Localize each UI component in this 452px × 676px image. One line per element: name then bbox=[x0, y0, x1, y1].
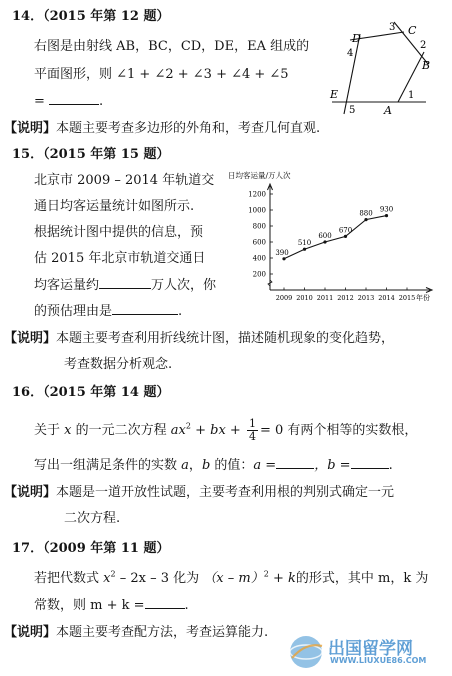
point-C: C bbox=[408, 24, 417, 37]
q17-answer-blank[interactable] bbox=[145, 596, 185, 609]
q15-line6-prefix: 的预估理由是 bbox=[34, 304, 113, 319]
q14-period: . bbox=[99, 94, 104, 109]
q17-expr1-rest: – 2x – 3 bbox=[115, 571, 169, 586]
chart-data-label: 930 bbox=[379, 205, 394, 214]
q15-note-text-1: 本题主要考查利用折线统计图，描述随机现象的变化趋势， bbox=[56, 331, 395, 346]
angle-3-label: 3 bbox=[389, 22, 396, 33]
globe-logo-icon bbox=[286, 632, 326, 672]
chart-x-tick-label: 2015 bbox=[398, 294, 416, 302]
q14-line1: 右图是由射线 AB，BC，CD，DE，EA 组成的 bbox=[34, 39, 310, 54]
q15-line3: 根据统计图中提供的信息，预 bbox=[34, 225, 204, 240]
chart-x-tick-label: 2010 bbox=[296, 294, 313, 302]
chart-y-tick-label: 600 bbox=[252, 238, 266, 247]
chart-data-label: 510 bbox=[297, 239, 312, 248]
q17-line1 bbox=[34, 570, 428, 588]
angle-4-label: 4 bbox=[347, 48, 354, 59]
site-watermark bbox=[286, 632, 446, 672]
q17-expr1-square: 2 bbox=[110, 569, 116, 579]
q15-line4: 估 2015 年北京市轨道交通日 bbox=[34, 251, 206, 266]
q17-expr2-square: 2 bbox=[263, 569, 269, 579]
angle-2-label: 2 bbox=[420, 40, 427, 51]
q17-heading: 17．（2009 年第 11 题） bbox=[12, 541, 170, 556]
point-A: A bbox=[384, 104, 392, 117]
q16-var-x: x bbox=[64, 423, 72, 438]
q16-a-equals: a = bbox=[253, 458, 277, 473]
q16-note bbox=[4, 484, 394, 502]
q17-line2 bbox=[34, 596, 189, 615]
chart-y-tick-label: 1200 bbox=[248, 190, 266, 199]
q14-note-text: 本题主要考查多边形的外角和，考查几何直观. bbox=[56, 121, 321, 136]
q17-note-text: 本题主要考查配方法，考查运算能力. bbox=[56, 625, 269, 640]
q14-line3 bbox=[34, 92, 103, 111]
q14-heading: 14．（2015 年第 12 题） bbox=[12, 9, 170, 24]
chart-y-tick-label: 400 bbox=[252, 254, 266, 263]
q15-line5 bbox=[34, 276, 216, 295]
chart-data-point bbox=[323, 240, 326, 243]
chart-ylabel: 日均客运量/万人次 bbox=[228, 171, 291, 180]
chart-y-tick-label: 1000 bbox=[248, 206, 266, 215]
q16-b-equals: ，b = bbox=[314, 458, 351, 473]
q16-line2-mid: 的值： bbox=[214, 458, 254, 473]
q14-answer-blank[interactable] bbox=[49, 92, 99, 105]
chart-x-tick-label: 2014 bbox=[378, 294, 395, 302]
q15-note-text-2: 考查数据分析观念. bbox=[64, 357, 173, 372]
chart-x-tick-label: 2013 bbox=[357, 294, 375, 302]
q17-note-tag: 【说明】 bbox=[4, 625, 57, 640]
chart-data-label: 880 bbox=[359, 209, 373, 218]
q15-line5-suffix: 万人次，你 bbox=[151, 278, 217, 293]
q15-line1: 北京市 2009 – 2014 年轨道交 bbox=[34, 173, 215, 188]
q17-line1-prefix: 若把代数式 bbox=[34, 571, 100, 586]
q16-heading: 16．（2015 年第 14 题） bbox=[12, 385, 170, 400]
chart-data-point bbox=[385, 214, 388, 217]
chart-data-point bbox=[303, 248, 306, 251]
point-E: E bbox=[330, 88, 339, 101]
q17-expr2: （x – m） bbox=[203, 571, 264, 586]
q14-pentagon-figure bbox=[328, 18, 440, 118]
q17-line1-suffix: 的形式，其中 m，k 为 bbox=[295, 571, 429, 586]
q16-line1-mid: 的一元二次方程 bbox=[75, 423, 167, 438]
watermark-url: WWW.LIUXUE86.COM bbox=[330, 656, 427, 665]
q15-line6 bbox=[34, 302, 182, 321]
q14-note-tag: 【说明】 bbox=[4, 121, 57, 136]
q17-line2-suffix: . bbox=[184, 598, 189, 613]
q17-expr2-rest: + k bbox=[268, 571, 296, 586]
angle-5-label: 5 bbox=[349, 105, 356, 116]
chart-x-tick-label: 2012 bbox=[337, 294, 354, 302]
q16-frac-num: 1 bbox=[248, 417, 256, 430]
chart-data-point bbox=[364, 218, 367, 221]
q16-answer-blank-b[interactable] bbox=[351, 456, 389, 469]
q15-line5-prefix: 均客运量约 bbox=[34, 278, 100, 293]
q16-var-b: b bbox=[201, 458, 211, 473]
q15-note-tag: 【说明】 bbox=[4, 331, 57, 346]
q16-line2-suffix: . bbox=[388, 458, 393, 473]
chart-xlabel: 年份 bbox=[416, 294, 430, 302]
q15-line6-suffix: . bbox=[178, 304, 183, 319]
q17-line1-mid: 化为 bbox=[173, 571, 200, 586]
q15-answer-blank-2[interactable] bbox=[112, 302, 178, 315]
q15-line2: 通日均客运量统计如图所示. bbox=[34, 199, 195, 214]
q16-fraction bbox=[247, 418, 258, 443]
q16-eq-ax: ax bbox=[170, 423, 186, 438]
q16-note-text-1: 本题是一道开放性试题，主要考查利用根的判别式确定一元 bbox=[56, 485, 395, 500]
q16-line2-prefix: 写出一组满足条件的实数 bbox=[34, 458, 178, 473]
q15-heading: 15．（2015 年第 15 题） bbox=[12, 147, 170, 162]
point-D: D bbox=[352, 32, 361, 45]
q16-comma: ， bbox=[188, 458, 202, 473]
q16-eq-square: 2 bbox=[185, 421, 191, 431]
q17-line2-prefix: 常数，则 m + k = bbox=[34, 598, 145, 613]
q16-note-text-2: 二次方程. bbox=[64, 511, 121, 526]
q16-line2 bbox=[34, 456, 393, 475]
q16-eq-bx: + bx + bbox=[190, 423, 245, 438]
chart-series-line bbox=[284, 216, 387, 259]
q16-line1-suffix: = 0 有两个相等的实数根， bbox=[259, 423, 418, 438]
chart-data-point bbox=[344, 235, 347, 238]
q16-note-tag: 【说明】 bbox=[4, 485, 57, 500]
watermark-cn: 出国留学网 bbox=[328, 639, 413, 659]
q14-equals: = bbox=[34, 94, 45, 109]
ridership-line-chart bbox=[226, 166, 448, 306]
q15-note bbox=[4, 330, 394, 348]
point-B: B bbox=[422, 59, 431, 72]
chart-data-label: 390 bbox=[275, 248, 289, 257]
chart-data-label: 670 bbox=[338, 226, 353, 235]
q16-line1 bbox=[34, 418, 417, 443]
chart-y-tick-label: 800 bbox=[252, 222, 266, 231]
q14-note bbox=[4, 120, 320, 138]
chart-x-tick-label: 2009 bbox=[275, 294, 293, 302]
q16-frac-den: 4 bbox=[248, 430, 256, 443]
chart-y-tick-label: 200 bbox=[252, 270, 266, 279]
q14-line2: 平面图形，则 ∠1 + ∠2 + ∠3 + ∠4 + ∠5 bbox=[34, 67, 289, 82]
q16-answer-blank-a[interactable] bbox=[276, 456, 314, 469]
q17-note bbox=[4, 624, 268, 642]
q15-answer-blank-1[interactable] bbox=[99, 276, 151, 289]
q16-line1-prefix: 关于 bbox=[34, 423, 61, 438]
q17-expr1-x: x bbox=[103, 571, 111, 586]
chart-data-label: 600 bbox=[318, 232, 332, 240]
chart-data-point bbox=[282, 257, 285, 260]
q16-var-a: a bbox=[181, 458, 189, 473]
angle-1-label: 1 bbox=[408, 90, 415, 101]
chart-x-tick-label: 2011 bbox=[316, 294, 334, 302]
